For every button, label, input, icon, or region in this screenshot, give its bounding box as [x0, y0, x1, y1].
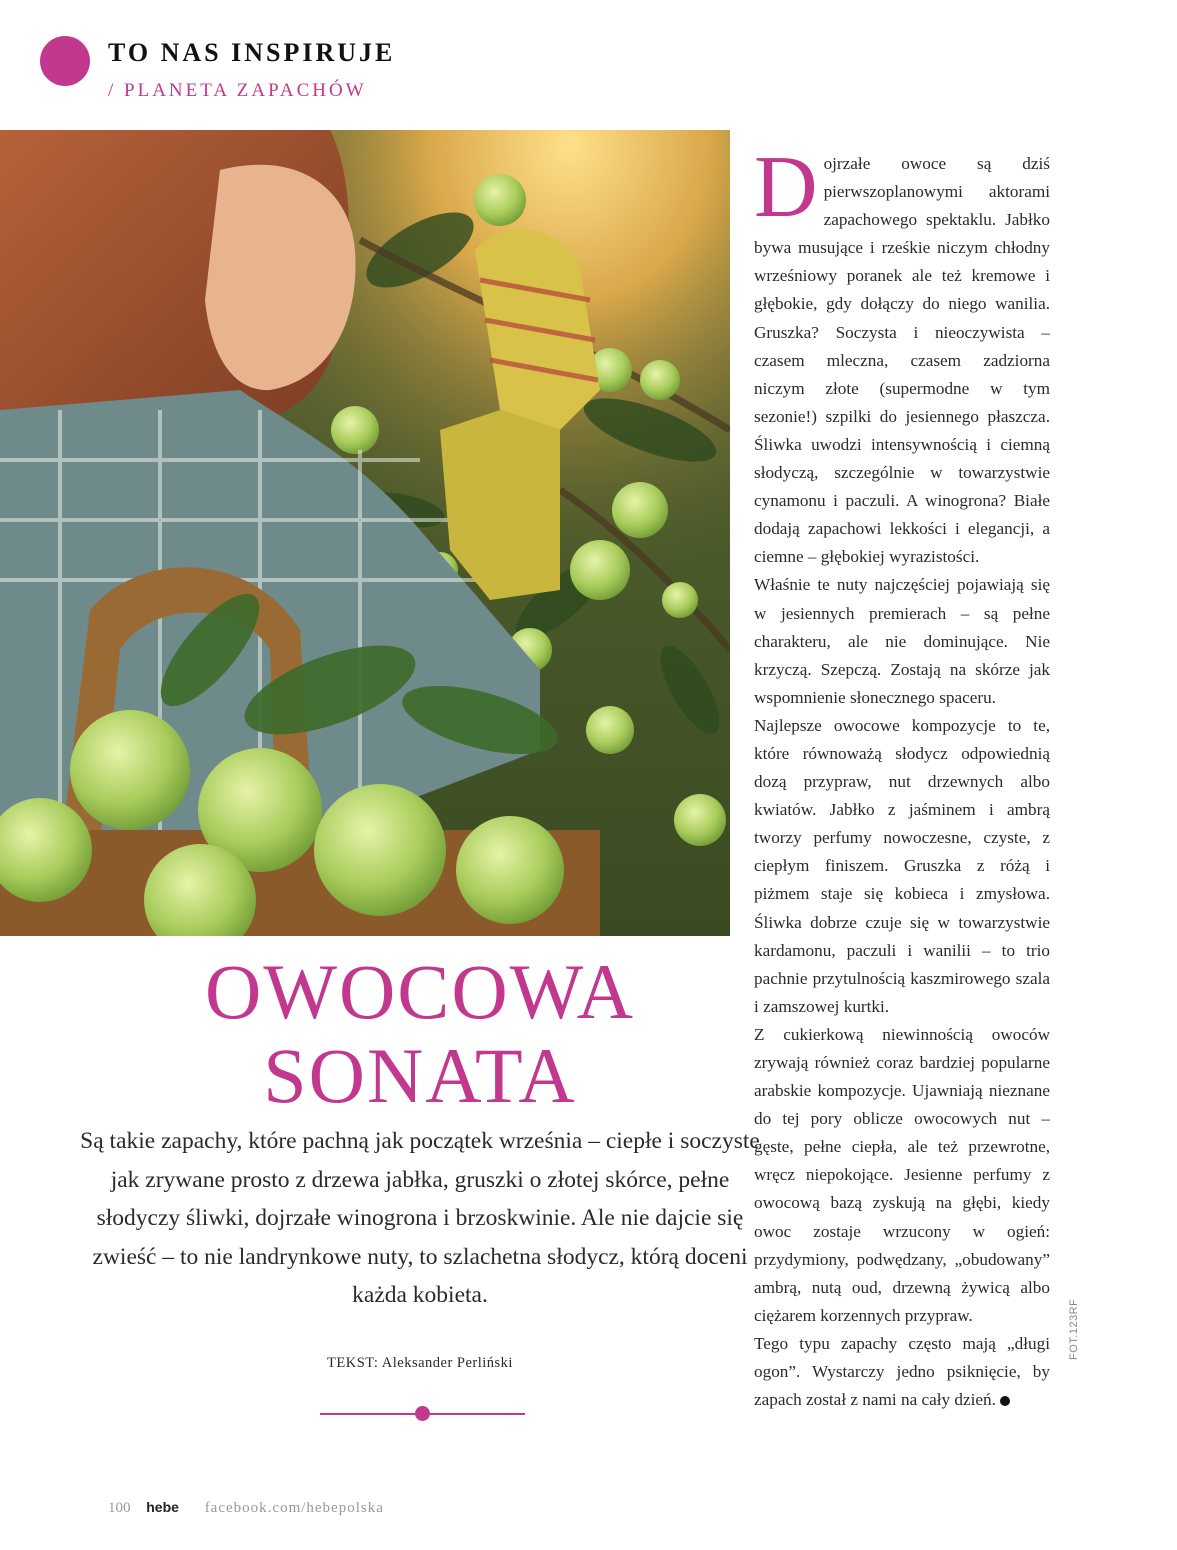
article-paragraph: Dojrzałe owoce są dziś pierwszoplanowymi aktorami zapachowego spektaklu. Jabłko bywa musujące i rześkie niczym chłodny wrześniowy poranek ale też kremowe i głębokie, gdy dołączy do niego wanilia. Gruszka? Soczysta i nieoczywista – czasem mleczna, czasem zadziorna niczym złote (supermodne w tym sezonie!) szpilki do jesiennego płaszcza. Śliwka uwodzi intensywnością i ciemną słodyczą, szczególnie w towarzystwie cynamonu i paczuli. A winogrona? Białe dodają zapachowi lekkości i elegancji, a ciemne – głębokiej wyrazistości. [754, 139, 1050, 567]
page-footer [108, 1499, 384, 1517]
brand-logo: hebe [146, 1499, 179, 1515]
end-mark-icon [1000, 1396, 1010, 1406]
separator-line-right [430, 1413, 525, 1415]
photo-credit: FOT.123RF [1068, 1298, 1080, 1360]
section-subtitle: / PLANETA ZAPACHÓW [108, 80, 367, 101]
orchard-photo [0, 130, 730, 936]
separator-line-left [320, 1413, 415, 1415]
section-kicker: TO NAS INSPIRUJE [108, 38, 396, 67]
byline: TEKST: Aleksander Perliński [327, 1355, 513, 1371]
drop-cap: D [754, 139, 818, 236]
section-dot [40, 36, 90, 86]
title-line-1: OWOCOWA [205, 948, 635, 1035]
article-paragraph: Najlepsze owocowe kompozycje to te, które równoważą słodycz odpowiednią dozą przypraw, nut drzewnych albo kwiatów. Jabłko z jaśminem i ambrą tworzy perfumy nowoczesne, czyste, z ciepłym finiszem. Gruszka z różą i piżmem staje się kobieca i zmysłowa. Śliwka dobrze czuje się w towarzystwie kardamonu, paczuli i wanilii – to trio pachnie przytulnością kaszmirowego szala i zamszowej kurtki. [754, 715, 1050, 1016]
article-body [754, 139, 1050, 1414]
facebook-link[interactable]: facebook.com/hebepolska [204, 1500, 384, 1516]
article-lead: Są takie zapachy, które pachną jak początek września – ciepłe i soczyste jak zrywane prosto z drzewa jabłka, gruszki o złotej skórce, pełne słodyczy śliwki, dojrzałe winogrona i brzoskwinie. Ale nie dajcie się zwieść – to nie landrynkowe nuty, to szlachetna słodycz, którą doceni każda kobieta. [80, 1128, 760, 1308]
article-paragraph: Właśnie te nuty najczęściej pojawiają się w jesiennych premierach – są pełne charakteru, ale nie dominujące. Nie krzyczą. Szepczą. Zostają na skórze jak wspomnienie słonecznego spaceru. [754, 575, 1050, 707]
article-title [40, 950, 800, 1118]
article-paragraph: Z cukierkową niewinnością owoców zrywają również coraz bardziej popularne arabskie kompozycje. Ujawniają nieznane do tej pory oblicze owocowych nut – gęste, pełne ciepła, ale też przewrotne, wręcz niepokojące. Jesienne perfumy z owocową bazą zyskują na głębi, kiedy owoc zostaje wrzucony w ogień: przydymiony, podwędzany, „obudowany” ambrą, nutą oud, drzewną żywicą albo ciężarem korzennych przypraw. [754, 1024, 1050, 1325]
page-number: 100 [108, 1500, 131, 1516]
separator-dot [415, 1406, 430, 1421]
title-line-2: SONATA [263, 1032, 577, 1119]
article-paragraph: Tego typu zapachy często mają „długi ogon”. Wystarczy jedno psiknięcie, by zapach został z nami na cały dzień. [754, 1333, 1050, 1410]
